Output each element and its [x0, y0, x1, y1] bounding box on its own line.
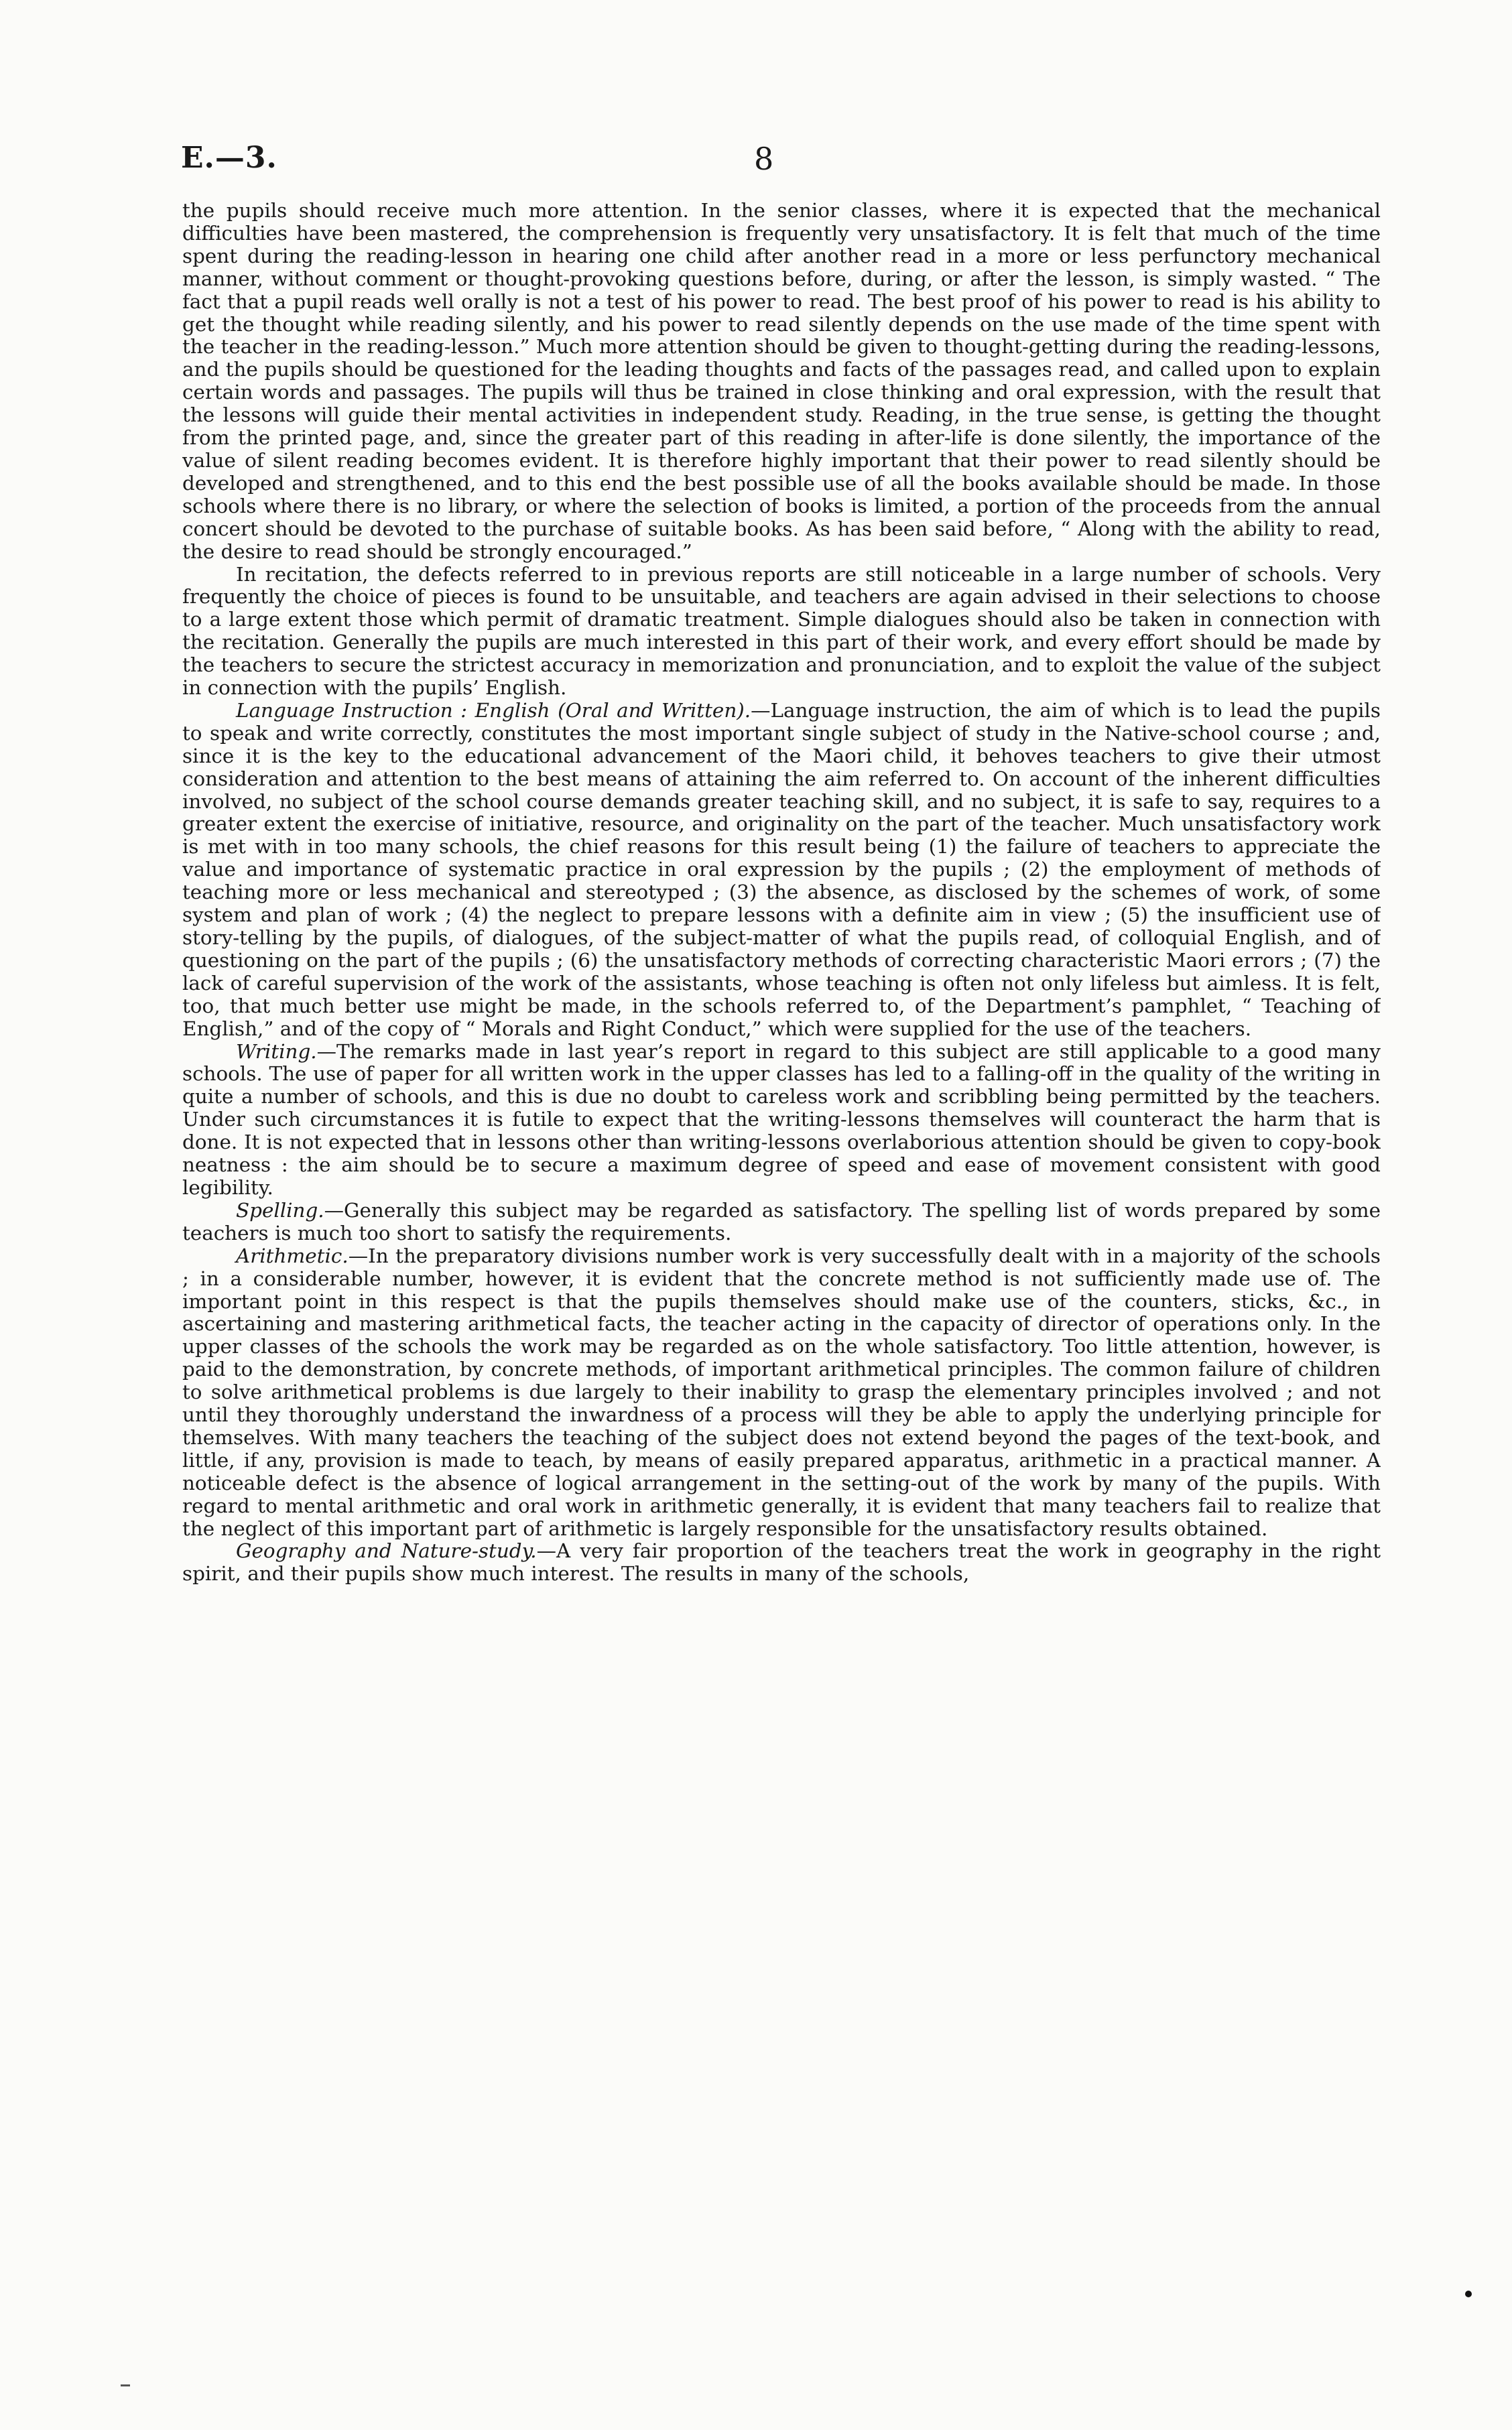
page-header [181, 141, 1347, 188]
paragraph-recitation [182, 564, 1381, 700]
section-heading: Writing. [236, 1039, 317, 1063]
scan-speck [1465, 2291, 1472, 2297]
paragraph-text: the pupils should receive much more attention. In the senior classes, where it is expected that the mechanical difficulties have been mastered, the comprehension is frequently very unsatisfactory. It is felt that much of the time spent during the reading-lesson in hearing one child after another read in a more or less perfunctory mechanical manner, without comment or thought-provoking questions before, during, or after the lesson, is simply wasted. “ The fact that a pupil reads well orally is not a test of his power to read. The best proof of his power to read is his ability to get the thought while reading silently, and his power to read silently depends on the use made of the time spent with the teacher in the reading-lesson.” Much more attention should be given to thought-getting during the reading-lessons, and the pupils should be questioned for the leading thoughts and facts of the passages read, and called upon to explain certain words and passages. The pupils will thus be trained in close thinking and oral expression, with the result that the lessons will guide their mental activities in independent study. Reading, in the true sense, is getting the thought from the printed page, and, since the greater part of this reading in after-life is done silently, the importance of the value of silent reading becomes evident. It is therefore highly important that their power to read silently should be developed and strengthened, and to this end the best possible use of all the books available should be made. In those schools where there is no library, or where the selection of books is limited, a portion of the proceeds from the annual concert should be devoted to the purchase of suitable books. As has been said before, “ Along with the ability to read, the desire to read should be strongly encouraged.” [182, 200, 1381, 563]
paragraph-reading [182, 200, 1381, 564]
section-heading: Language Instruction : English (Oral and Written). [236, 698, 751, 722]
paragraph-arithmetic [182, 1245, 1381, 1541]
paragraph-spelling [182, 1200, 1381, 1245]
scan-mark [121, 2384, 130, 2386]
paragraph-writing [182, 1041, 1381, 1200]
page-number: 8 [754, 141, 774, 177]
paragraph-text: In recitation, the defects referred to in previous reports are still noticeable in a large number of schools. Very frequently the choice of pieces is found to be unsuitable, and teachers are again advised in their selections to choose to a large extent those which permit of dramatic treatment. Simple dialogues should also be taken in connection with the recitation. Generally the pupils are much interested in this part of their work, and every effort should be made by the teachers to secure the strictest accuracy in memorization and pronunciation, and to exploit the value of the subject in connection with the pupils’ English. [182, 562, 1381, 700]
paragraph-text: —Language instruction, the aim of which is to lead the pupils to speak and write correctly, constitutes the most important single subject of study in the Native-school course ; and, since it is the key to the educational advancement of the Maori child, it behoves teachers to give their utmost consideration and attention to the best means of attaining the aim referred to. On account of the inherent difficulties involved, no subject of the school course demands greater teaching skill, and no subject, it is safe to say, requires to a greater extent the exercise of initiative, resource, and originality on the part of the teacher. Much unsatisfactory work is met with in too many schools, the chief reasons for this result being (1) the failure of teachers to appreciate the value and importance of systematic practice in oral expression by the pupils ; (2) the employment of methods of teaching more or less mechanical and stereotyped ; (3) the absence, as disclosed by the schemes of work, of some system and plan of work ; (4) the neglect to prepare lessons with a definite aim in view ; (5) the insufficient use of story-telling by the pupils, of dialogues, of the subject-matter of what the pupils read, of colloquial English, and of questioning on the part of the pupils ; (6) the unsatisfactory methods of correcting characteristic Maori errors ; (7) the lack of careful supervision of the work of the assistants, whose teaching is often not only lifeless but aimless. It is felt, too, that much better use might be made, in the schools referred to, of the Department’s pamphlet, “ Teaching of English,” and of the copy of “ Morals and Right Conduct,” which were supplied for the use of the teachers. [182, 698, 1381, 1040]
paragraph-text: —Generally this subject may be regarded as satisfactory. The spelling list of words prepared by some teachers is much too short to satisfy the requirements. [182, 1198, 1381, 1244]
paragraph-language-instruction [182, 700, 1381, 1041]
paragraph-text: —A very fair proportion of the teachers treat the work in geography in the right spirit, and their pupils show much interest. The results in many of the schools, [182, 1539, 1381, 1586]
section-heading: Arithmetic. [236, 1244, 349, 1267]
section-heading: Geography and Nature-study. [236, 1539, 537, 1563]
section-heading: Spelling. [236, 1198, 324, 1222]
paragraph-geography [182, 1540, 1381, 1586]
paragraph-text: —In the preparatory divisions number work is very successfully dealt with in a majority of the schools ; in a considerable number, however, it is evident that the concrete method is not sufficiently made use of. The important point in this respect is that the pupils themselves should make use of the counters, sticks, &c., in ascertaining and mastering arithmetical facts, the teacher acting in the capacity of director of operations only. In the upper classes of the schools the work may be regarded as on the whole satisfactory. Too little attention, however, is paid to the demonstration, by concrete methods, of important arithmetical principles. The common failure of children to solve arithmetical problems is due largely to their inability to grasp the elementary principles involved ; and not until they thoroughly understand the inwardness of a process will they be able to apply the underlying principle for themselves. With many teachers the teaching of the subject does not extend beyond the pages of the text-book, and little, if any, provision is made to teach, by means of easily prepared apparatus, arithmetic in a practical manner. A noticeable defect is the absence of logical arrangement in the setting-out of the work by many of the pupils. With regard to mental arithmetic and oral work in arithmetic generally, it is evident that many teachers fail to realize that the neglect of this important part of arithmetic is largely responsible for the unsatisfactory results obtained. [182, 1244, 1381, 1540]
report-body [182, 200, 1381, 2277]
document-reference: E.—3. [181, 141, 277, 175]
paragraph-text: —The remarks made in last year’s report in regard to this subject are still applicable to a good many schools. The use of paper for all written work in the upper classes has led to a falling-off in the quality of the writing in quite a number of schools, and this is due no doubt to careless work and scribbling being permitted by the teachers. Under such circumstances it is futile to expect that the writing-lessons themselves will counteract the harm that is done. It is not expected that in lessons other than writing-lessons overlaborious attention should be given to copy-book neatness : the aim should be to secure a maximum degree of speed and ease of movement consistent with good legibility. [182, 1039, 1381, 1199]
